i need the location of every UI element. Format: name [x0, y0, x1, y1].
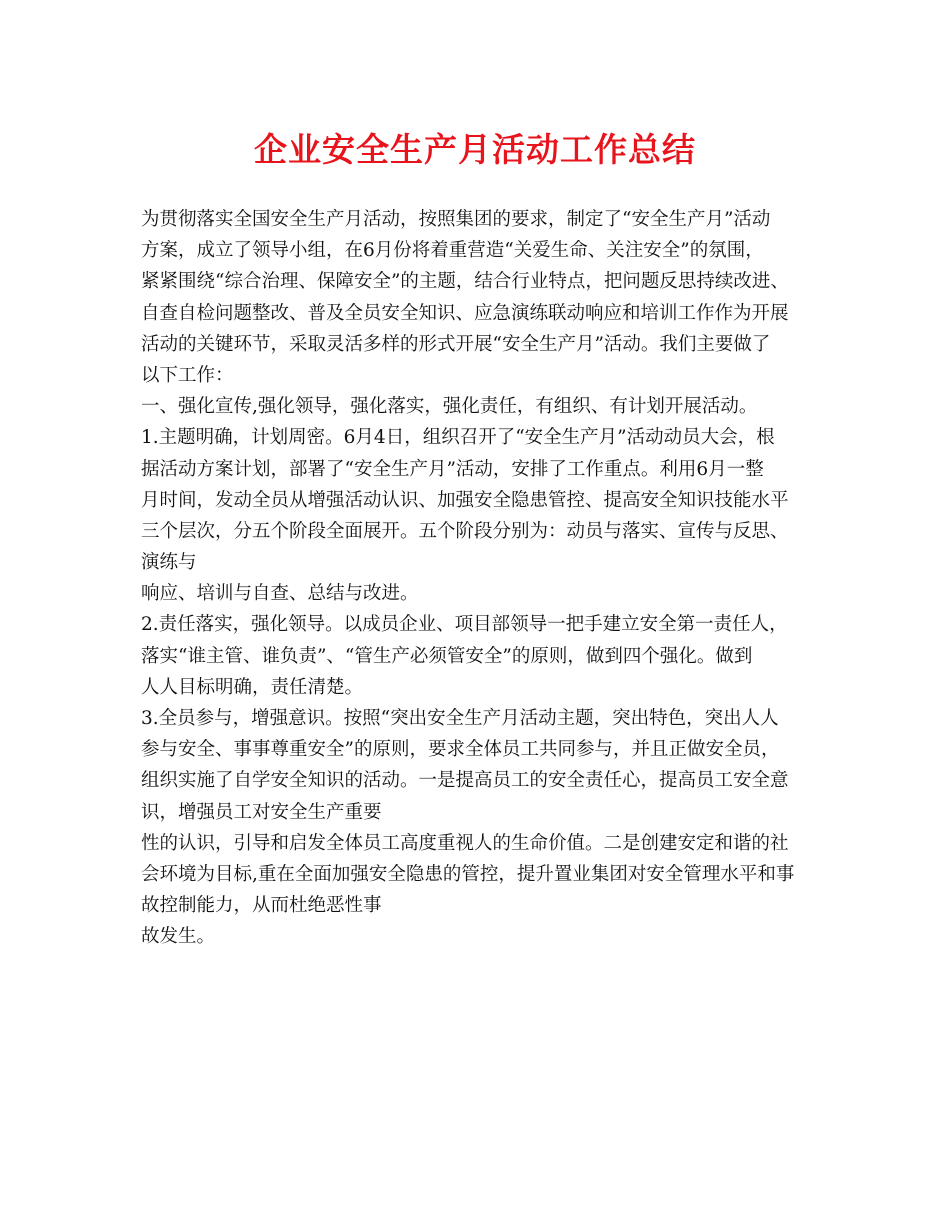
body-line: 识，增强员工对安全生产重要	[141, 801, 382, 823]
document-body	[141, 204, 811, 953]
body-line: 会环境为目标,重在全面加强安全隐患的管控，提升置业集团对安全管理水平和事	[141, 863, 795, 885]
body-line: 一、强化宣传,强化领导，强化落实，强化责任，有组织、有计划开展活动。	[141, 396, 758, 418]
body-line: 3.全员参与，增强意识。按照“突出安全生产月活动主题，突出特色，突出人人	[141, 708, 779, 729]
body-line: 参与安全、事事尊重安全”的原则，要求全体员工共同参与，并且正做安全员，	[141, 739, 780, 761]
body-line: 月时间，发动全员从增强活动认识、加强安全隐患管控、提高安全知识技能水平	[141, 489, 789, 511]
body-line: 1.主题明确，计划周密。6月4日，组织召开了“安全生产月”活动动员大会，根	[141, 427, 775, 449]
body-line: 演练与	[141, 552, 197, 574]
body-line: 2.责任落实，强化领导。以成员企业、项目部领导一把手建立安全第一责任人，	[141, 614, 788, 636]
body-line: 活动的关键环节，采取灵活多样的形式开展“安全生产月”活动。我们主要做了	[141, 333, 771, 355]
body-line: 组织实施了自学安全知识的活动。一是提高员工的安全责任心，提高员工安全意	[141, 770, 789, 792]
body-line: 人人目标明确，责任清楚。	[141, 676, 364, 698]
document-title: 企业安全生产月活动工作总结	[254, 130, 696, 169]
body-line: 故控制能力，从而杜绝恶性事	[141, 895, 382, 917]
body-line: 自查自检问题整改、普及全员安全知识、应急演练联动响应和培训工作作为开展	[141, 302, 789, 324]
body-line: 为贯彻落实全国安全生产月活动，按照集团的要求，制定了“安全生产月”活动	[141, 209, 771, 230]
body-line: 响应、培训与自查、总结与改进。	[141, 583, 419, 605]
body-line: 性的认识，引导和启发全体员工高度重视人的生命价值。二是创建安定和谐的社	[141, 832, 789, 854]
body-line: 三个层次，分五个阶段全面展开。五个阶段分别为：动员与落实、宣传与反思、	[141, 520, 789, 542]
body-line: 据活动方案计划，部署了“安全生产月”活动，安排了工作重点。利用6月一整	[141, 458, 764, 480]
body-line: 落实“谁主管、谁负责”、“管生产必须管安全”的原则，做到四个强化。做到	[141, 645, 753, 667]
body-line: 以下工作：	[141, 364, 234, 386]
body-line: 故发生。	[141, 926, 216, 948]
body-line: 方案，成立了领导小组，在6月份将着重营造“关爱生命、关注安全”的氛围，	[141, 240, 764, 262]
body-line: 紧紧围绕“综合治理、保障安全”的主题，结合行业特点，把问题反思持续改进、	[141, 271, 789, 293]
